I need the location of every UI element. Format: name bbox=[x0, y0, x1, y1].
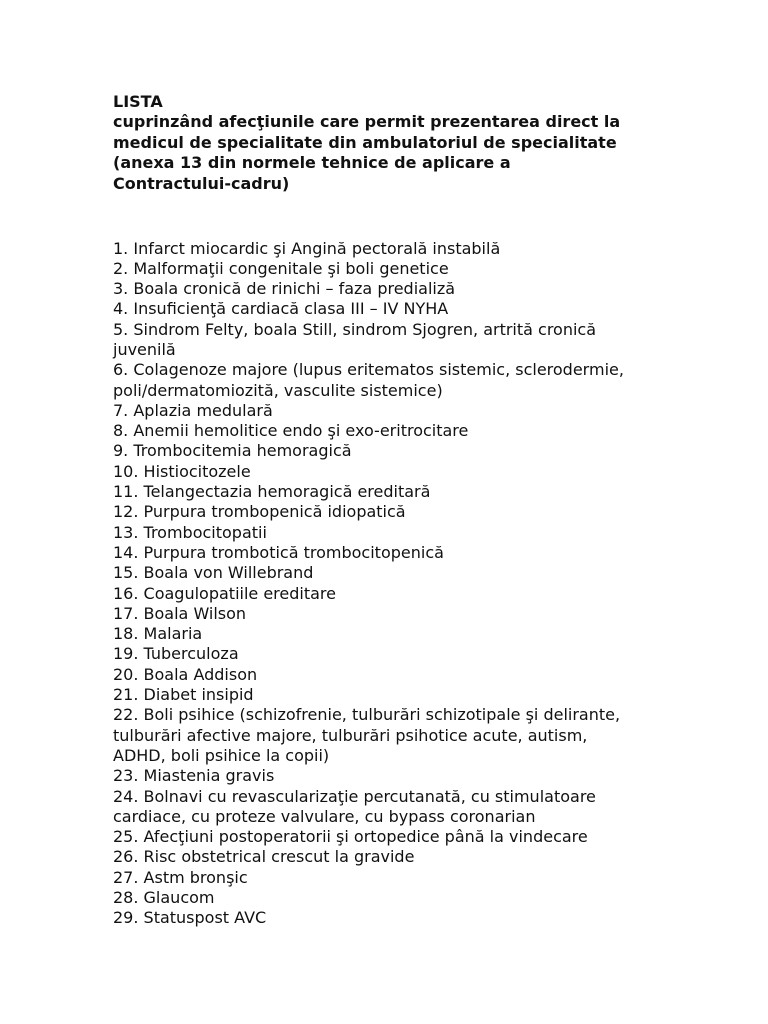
document-subtitle-line: cuprinzând afecţiunile care permit prezentarea direct la bbox=[113, 112, 621, 132]
condition-item: 4. Insuficienţă cardiacă clasa III – IV NYHA bbox=[113, 299, 449, 319]
condition-item: 26. Risc obstetrical crescut la gravide bbox=[113, 847, 415, 867]
condition-item: 2. Malformaţii congenitale şi boli genetice bbox=[113, 258, 449, 278]
condition-item-continuation: tulburări afective majore, tulburări psihotice acute, autism, bbox=[113, 725, 588, 745]
document-heading bbox=[113, 92, 713, 194]
condition-item: 18. Malaria bbox=[113, 624, 203, 644]
condition-item: 28. Glaucom bbox=[113, 888, 215, 907]
document-subtitle-line: medicul de specialitate din ambulatoriul de specialitate bbox=[113, 132, 617, 152]
condition-item: 27. Astm bronşic bbox=[113, 867, 248, 887]
condition-item: 7. Aplazia medulară bbox=[113, 400, 273, 420]
condition-item-continuation: cardiace, cu proteze valvulare, cu bypass coronarian bbox=[113, 806, 536, 826]
condition-item: 22. Boli psihice (schizofrenie, tulburări schizotipale şi delirante, bbox=[113, 705, 621, 725]
condition-item: 19. Tuberculoza bbox=[113, 644, 239, 664]
condition-item: 29. Statuspost AVC bbox=[113, 908, 267, 928]
condition-item: 21. Diabet insipid bbox=[113, 685, 254, 705]
condition-item: 3. Boala cronică de rinichi – faza predializă bbox=[113, 279, 456, 299]
condition-item: 10. Histiocitozele bbox=[113, 461, 251, 481]
condition-item: 24. Bolnavi cu revascularizaţie percutanată, cu stimulatoare bbox=[113, 786, 596, 806]
condition-item: 9. Trombocitemia hemoragică bbox=[113, 441, 352, 461]
condition-item: 16. Coagulopatiile ereditare bbox=[113, 583, 336, 603]
condition-item: 6. Colagenoze majore (lupus eritematos sistemic, sclerodermie, bbox=[113, 360, 624, 380]
condition-item: 8. Anemii hemolitice endo şi exo-eritrocitare bbox=[113, 421, 469, 441]
condition-list bbox=[113, 239, 713, 929]
condition-item: 12. Purpura trombopenică idiopatică bbox=[113, 502, 406, 522]
condition-item: 13. Trombocitopatii bbox=[113, 522, 267, 542]
condition-item: 20. Boala Addison bbox=[113, 664, 258, 684]
condition-item-continuation: poli/dermatomiozită, vasculite sistemice) bbox=[113, 380, 443, 400]
document-subtitle-line: (anexa 13 din normele tehnice de aplicare a bbox=[113, 153, 511, 173]
condition-item: 23. Miastenia gravis bbox=[113, 766, 275, 786]
document-subtitle-line: Contractului-cadru) bbox=[113, 173, 290, 193]
condition-item: 11. Telangectazia hemoragică ereditară bbox=[113, 482, 431, 502]
condition-item-continuation: juvenilă bbox=[113, 339, 176, 359]
condition-item: 15. Boala von Willebrand bbox=[113, 563, 314, 583]
condition-item: 5. Sindrom Felty, boala Still, sindrom Sjogren, artrită cronică bbox=[113, 319, 597, 339]
condition-item: 1. Infarct miocardic şi Angină pectorală instabilă bbox=[113, 238, 501, 258]
condition-item-continuation: ADHD, boli psihice la copii) bbox=[113, 745, 330, 765]
document-title: LISTA bbox=[113, 92, 163, 111]
condition-item: 17. Boala Wilson bbox=[113, 603, 247, 623]
condition-item: 14. Purpura trombotică trombocitopenică bbox=[113, 542, 444, 562]
condition-item: 25. Afecţiuni postoperatorii şi ortopedice până la vindecare bbox=[113, 827, 588, 847]
